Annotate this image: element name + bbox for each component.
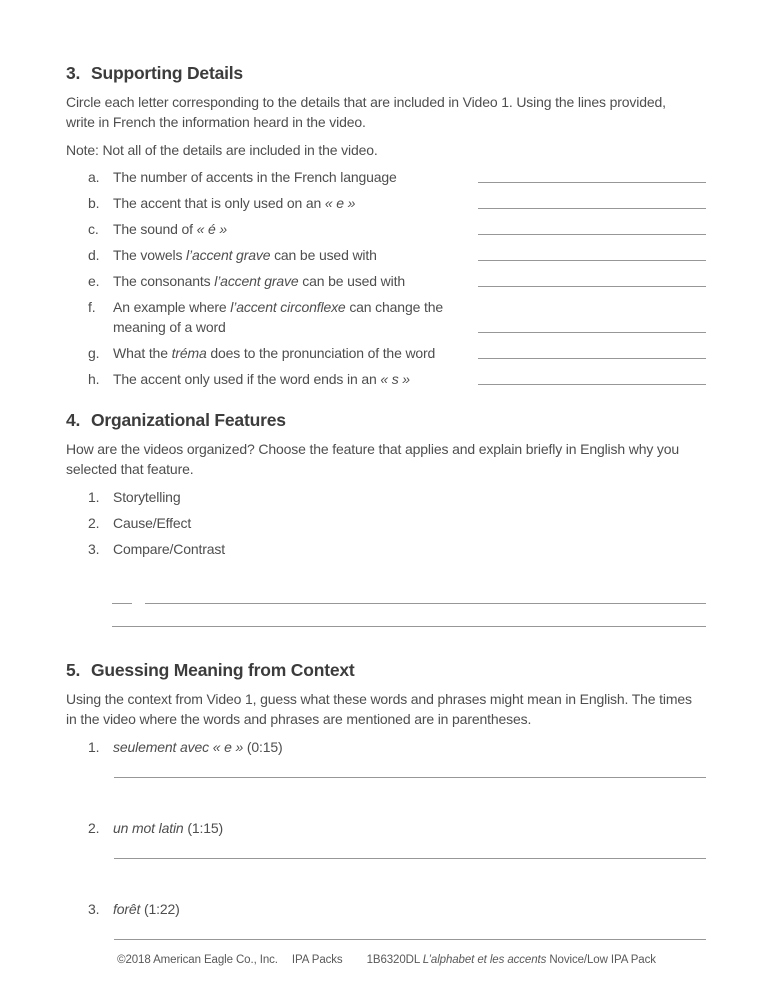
item-text [113, 369, 465, 389]
item-letter: d. [88, 247, 100, 263]
detail-item-h [66, 369, 706, 389]
section-supporting-details [66, 63, 706, 389]
collection-label: IPA Packs [291, 954, 343, 966]
answer-line [478, 384, 706, 385]
answer-line [478, 234, 706, 235]
phrase-text [113, 899, 180, 919]
detail-list [66, 167, 706, 389]
item-text [113, 193, 465, 213]
detail-item-a [66, 167, 706, 187]
section-title: Guessing Meaning from Context [91, 660, 355, 680]
answer-line [112, 604, 706, 627]
answer-line [114, 777, 706, 778]
text-segment: can be used with [270, 247, 377, 263]
text-segment: does to the pronunciation of the word [206, 345, 436, 361]
italic-text-segment: « é » [196, 221, 228, 237]
answer-line [145, 581, 706, 604]
detail-item-b [66, 193, 706, 213]
answer-line [478, 358, 706, 359]
guess-item-2 [66, 818, 706, 859]
answer-line [478, 332, 706, 333]
product-code-title [367, 954, 656, 966]
guess-phrase-row [66, 737, 706, 757]
section-number: 4. [66, 410, 81, 430]
item-number: 3. [88, 901, 100, 917]
option-label: Cause/Effect [113, 515, 192, 531]
option-number: 2. [88, 515, 100, 531]
detail-item-f [66, 297, 706, 337]
item-text [113, 245, 465, 265]
item-number: 2. [88, 820, 100, 836]
italic-text-segment: l’accent circonflexe [230, 299, 346, 315]
section-3-heading [66, 63, 706, 83]
text-segment: An example where [113, 299, 231, 315]
italic-text-segment: « s » [380, 371, 410, 387]
guess-phrase-row [66, 899, 706, 919]
guess-item-3 [66, 899, 706, 940]
section-3-instructions: Circle each letter corresponding to the details that are included in Video 1. Using the lines provided, write in French the information heard in the video. [66, 94, 666, 130]
answer-line [478, 286, 706, 287]
feature-option-3 [66, 539, 706, 559]
text-segment: The number of accents in the French language [113, 169, 397, 185]
text-segment: (0:15) [243, 739, 283, 755]
section-5-heading [66, 660, 706, 680]
guess-list [66, 737, 706, 940]
section-guessing-meaning [66, 660, 706, 940]
detail-item-d [66, 245, 706, 265]
feature-option-1 [66, 487, 706, 507]
guess-phrase-row [66, 818, 706, 838]
item-letter: f. [88, 299, 96, 315]
item-text [113, 167, 465, 187]
answer-line [114, 939, 706, 940]
text-segment: The consonants [113, 273, 215, 289]
footer-spacer [343, 954, 367, 966]
section-number: 5. [66, 660, 81, 680]
text-segment: The accent only used if the word ends in an [113, 371, 381, 387]
text-segment: The sound of [113, 221, 197, 237]
page-footer [0, 954, 773, 966]
section-organizational-features [66, 410, 706, 627]
phrase-text [113, 737, 283, 757]
text-segment: Novice/Low IPA Pack [546, 954, 656, 966]
answer-line [478, 182, 706, 183]
item-letter: h. [88, 371, 100, 387]
option-number: 3. [88, 541, 100, 557]
section-title: Organizational Features [91, 410, 286, 430]
section-5-instructions: Using the context from Video 1, guess what these words and phrases might mean in English. The times in the video where the words and phrases are mentioned are in parentheses. [66, 691, 692, 727]
choice-blank [112, 581, 132, 604]
option-number: 1. [88, 489, 100, 505]
detail-item-e [66, 271, 706, 291]
italic-text-segment: l’accent grave [214, 273, 299, 289]
item-letter: e. [88, 273, 100, 289]
copyright-text: ©2018 American Eagle Co., Inc. [117, 954, 278, 966]
item-text [113, 271, 465, 291]
text-segment: (1:15) [183, 820, 223, 836]
italic-text-segment: « e » [324, 195, 356, 211]
section-3-note: Note: Not all of the details are included in the video. [66, 142, 378, 158]
section-4-instructions: How are the videos organized? Choose the feature that applies and explain briefly in English why you selected that feature. [66, 441, 680, 477]
italic-text-segment: L’alphabet et les accents [422, 954, 547, 966]
italic-text-segment: forêt [113, 901, 141, 917]
detail-item-g [66, 343, 706, 363]
section-title: Supporting Details [91, 63, 243, 83]
feature-option-2 [66, 513, 706, 533]
footer-spacer [278, 954, 292, 966]
answer-line [114, 858, 706, 859]
item-letter: g. [88, 345, 100, 361]
item-text [113, 297, 465, 337]
option-label: Storytelling [113, 489, 181, 505]
answer-line [478, 208, 706, 209]
italic-text-segment: tréma [171, 345, 207, 361]
item-letter: a. [88, 169, 100, 185]
guess-item-1 [66, 737, 706, 778]
italic-text-segment: seulement avec « e » [113, 739, 244, 755]
text-segment: The accent that is only used on an [113, 195, 325, 211]
section-number: 3. [66, 63, 81, 83]
feature-option-list [66, 487, 706, 559]
item-letter: c. [88, 221, 99, 237]
answer-line [478, 260, 706, 261]
section-4-heading [66, 410, 706, 430]
text-segment: The vowels [113, 247, 187, 263]
option-label: Compare/Contrast [113, 541, 225, 557]
explanation-row-2 [112, 604, 706, 627]
text-segment: 1B6320DL [366, 954, 423, 966]
item-letter: b. [88, 195, 100, 211]
item-text [113, 219, 465, 239]
text-segment: can change the meaning of a word [113, 299, 443, 335]
italic-text-segment: un mot latin [113, 820, 184, 836]
item-number: 1. [88, 739, 100, 755]
text-segment: (1:22) [140, 901, 180, 917]
explanation-row-1 [112, 581, 706, 604]
explanation-lines [112, 581, 706, 627]
phrase-text [113, 818, 223, 838]
item-text [113, 343, 465, 363]
detail-item-c [66, 219, 706, 239]
text-segment: can be used with [298, 273, 405, 289]
text-segment: What the [113, 345, 172, 361]
italic-text-segment: l’accent grave [186, 247, 271, 263]
